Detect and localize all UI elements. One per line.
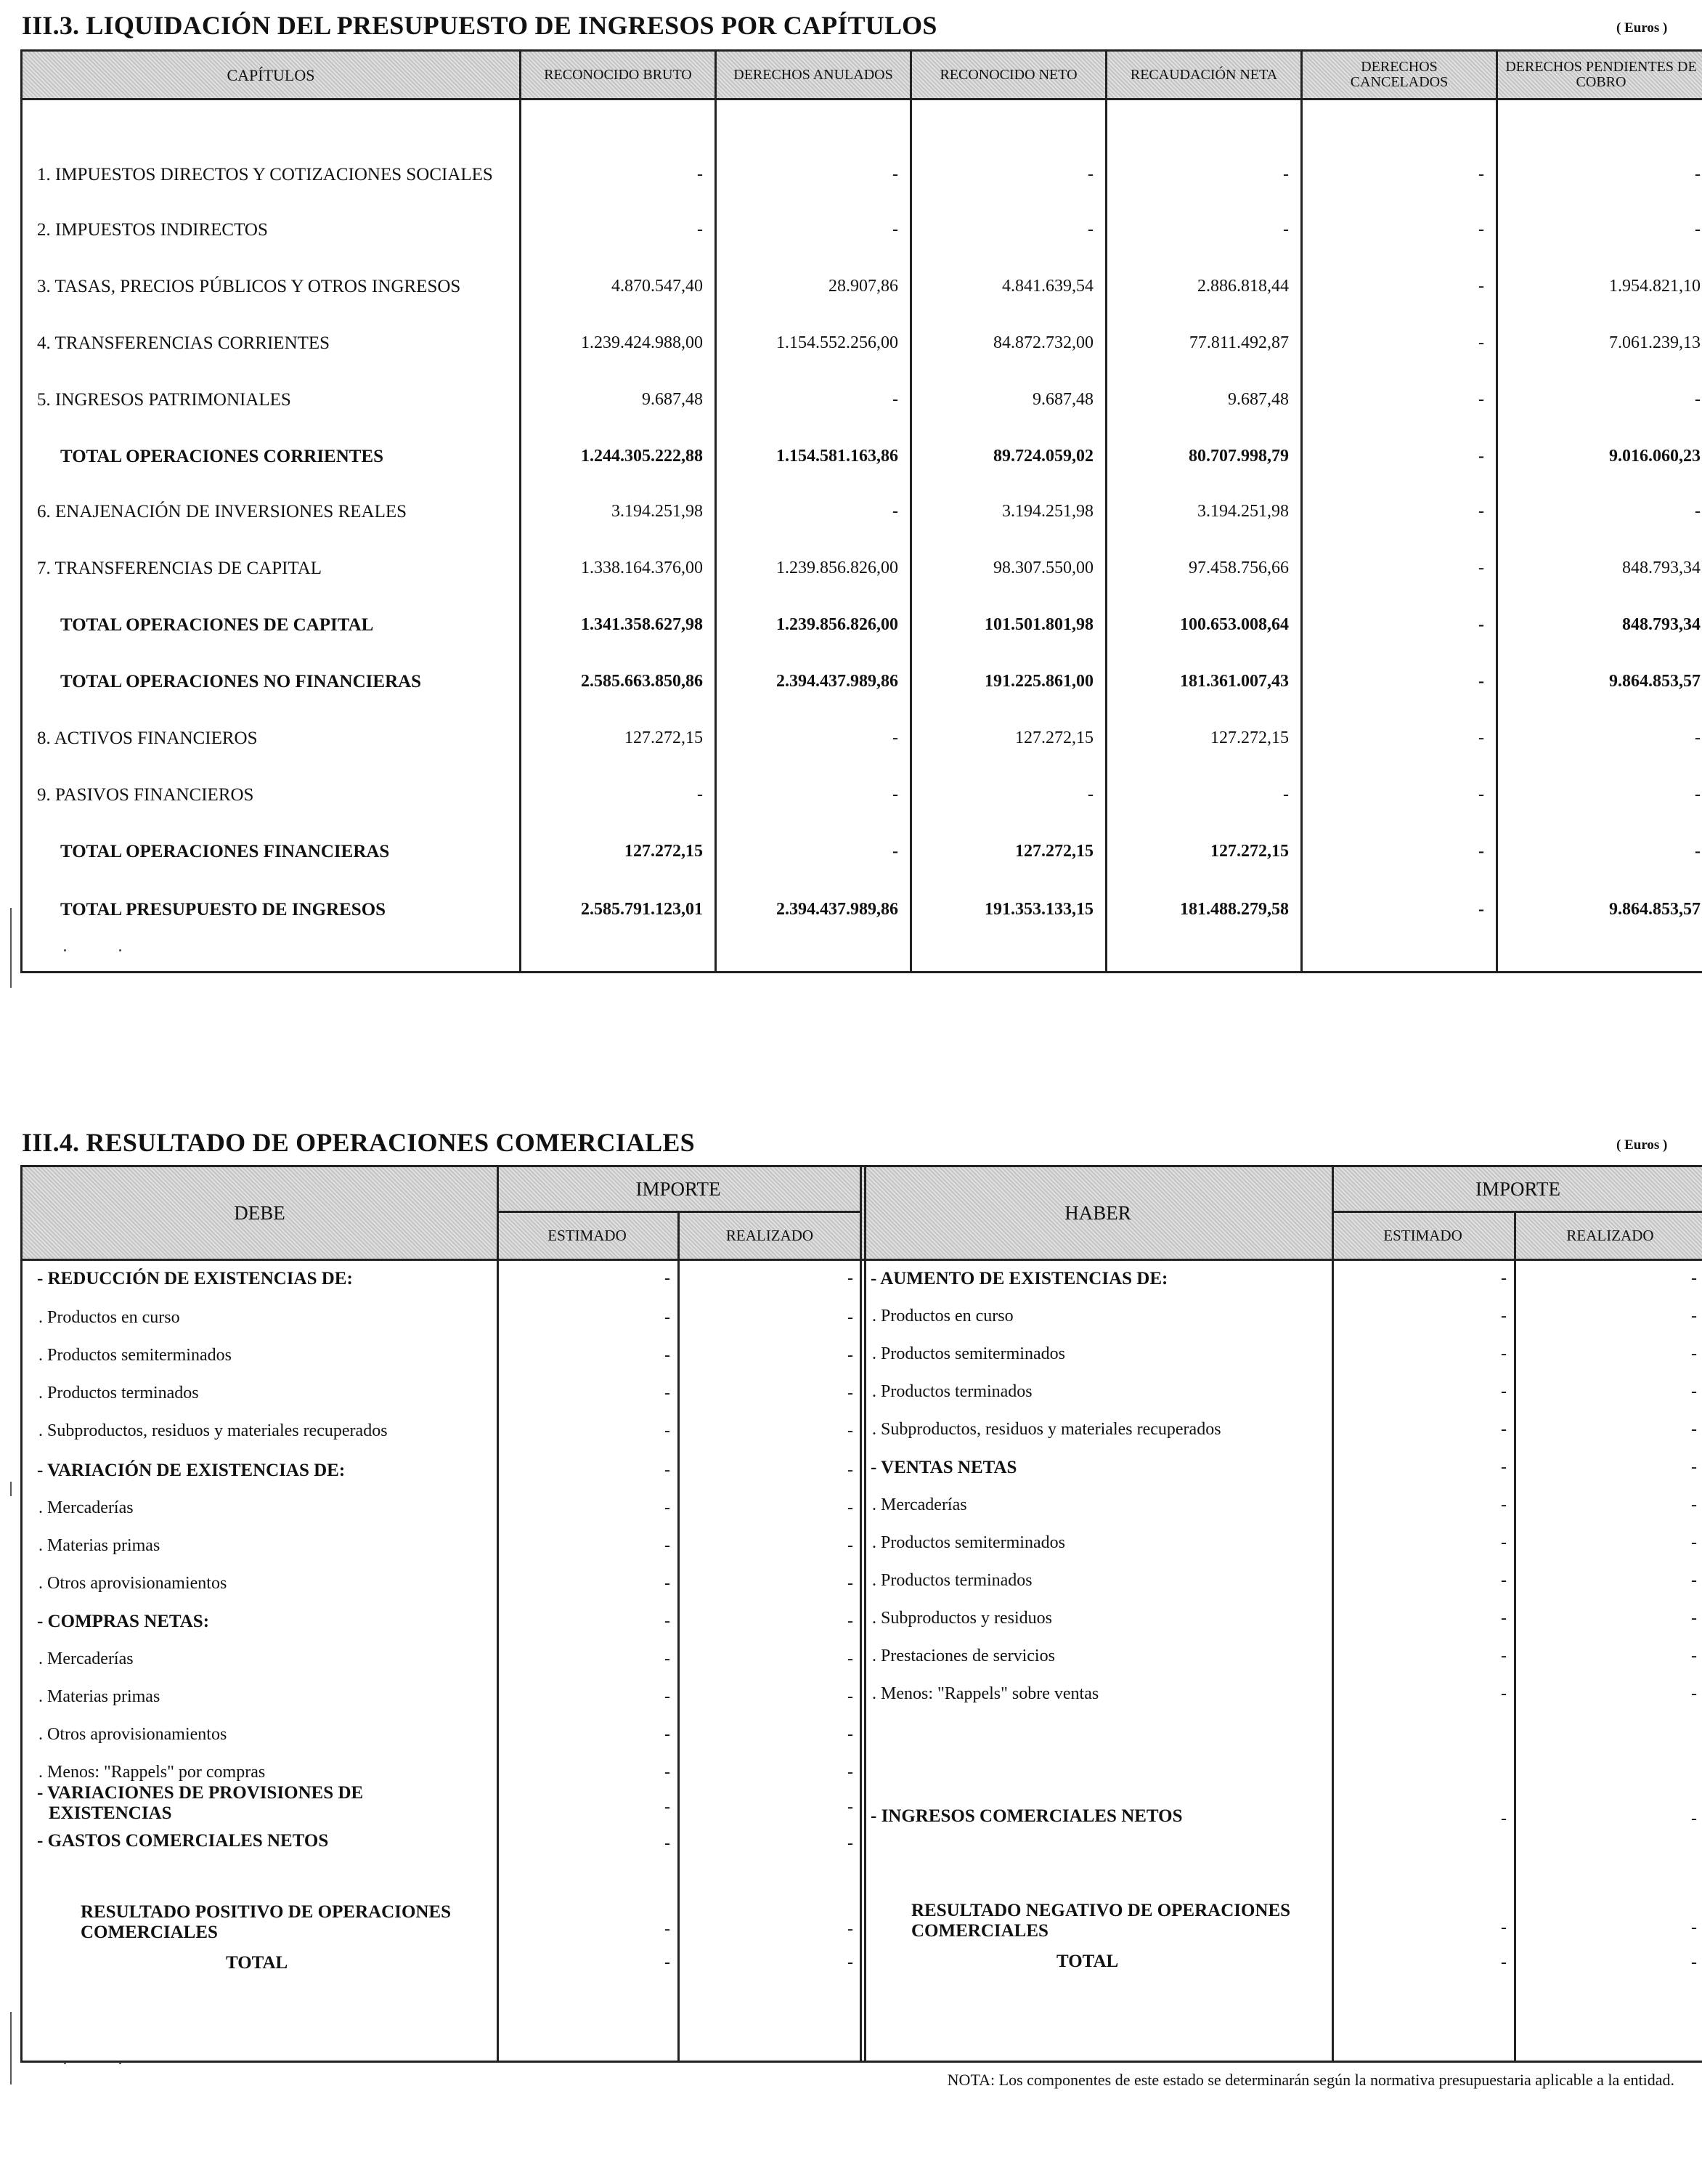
cell-derechos-cancelados: - — [1478, 165, 1484, 184]
debe-estimado-value: - — [664, 1498, 670, 1517]
importe-header-debe: IMPORTE — [635, 1177, 721, 1200]
cell-derechos-cancelados: - — [1478, 333, 1484, 352]
row-label: 6. ENAJENACIÓN DE INVERSIONES REALES — [37, 502, 407, 521]
haber-item-label: . Productos terminados — [872, 1571, 1033, 1590]
income-budget-table — [20, 49, 1702, 973]
haber-realizado-value: - — [1691, 1420, 1697, 1439]
haber-resultado-estimado: - — [1501, 1918, 1507, 1937]
cell-derechos-anulados: - — [892, 220, 898, 239]
haber-resultado-realizado: - — [1691, 1918, 1697, 1937]
haber-total-label: TOTAL — [1056, 1952, 1119, 1971]
haber-realizado-value: - — [1691, 1458, 1697, 1477]
table-row — [23, 611, 1702, 640]
cell-recaudacion-neta: 127.272,15 — [1210, 728, 1289, 747]
debe-item-label: . Productos terminados — [38, 1384, 199, 1402]
debe-estimado-value: - — [664, 1461, 670, 1479]
cell-derechos-cancelados: - — [1478, 502, 1484, 521]
debe-estimado-value: - — [664, 1421, 670, 1440]
haber-realizado-value: - — [1691, 1571, 1697, 1590]
column-header-derechos-cancelados: DERECHOS CANCELADOS — [1350, 59, 1449, 90]
cell-reconocido-bruto: - — [697, 165, 703, 184]
haber-resultado-negativo: RESULTADO NEGATIVO DE OPERACIONES COMERCIALES — [911, 1901, 1291, 1941]
cell-derechos-pendientes: - — [1695, 390, 1701, 409]
row-label: 4. TRANSFERENCIAS CORRIENTES — [37, 333, 330, 353]
table-row — [23, 554, 1702, 583]
haber-estimado-value: - — [1501, 1269, 1507, 1288]
cell-derechos-pendientes: - — [1695, 220, 1701, 239]
column-header-derechos-pendientes: DERECHOS PENDIENTES DE COBRO — [1505, 59, 1697, 90]
cell-derechos-anulados: 2.394.437.989,86 — [776, 672, 898, 691]
section4-title: III.4. RESULTADO DE OPERACIONES COMERCIALES — [22, 1128, 695, 1157]
row-label: 2. IMPUESTOS INDIRECTOS — [37, 220, 268, 240]
debe-gastos-comerciales: - GASTOS COMERCIALES NETOS — [37, 1831, 329, 1851]
table-row — [23, 442, 1702, 471]
row-label: 1. IMPUESTOS DIRECTOS Y COTIZACIONES SOCIALES — [37, 165, 493, 184]
debe-variaciones-estimado: - — [664, 1798, 670, 1816]
cell-recaudacion-neta: 181.488.279,58 — [1180, 900, 1289, 919]
haber-item-label: . Subproductos, residuos y materiales recuperados — [872, 1420, 1221, 1439]
haber-estimado-value: - — [1501, 1307, 1507, 1326]
cell-derechos-anulados: - — [892, 728, 898, 747]
cell-derechos-anulados: 28.907,86 — [828, 277, 898, 296]
cell-reconocido-neto: 127.272,15 — [1015, 728, 1094, 747]
haber-estimado-value: - — [1501, 1647, 1507, 1665]
cell-derechos-pendientes: - — [1695, 785, 1701, 804]
cell-reconocido-bruto: 127.272,15 — [624, 728, 703, 747]
table-row — [23, 272, 1702, 301]
haber-item-label: . Productos semiterminados — [872, 1344, 1065, 1363]
cell-derechos-cancelados: - — [1478, 672, 1484, 691]
haber-estimado-value: - — [1501, 1571, 1507, 1590]
debe-item-label: . Materias primas — [38, 1536, 160, 1555]
cell-reconocido-bruto: 2.585.791.123,01 — [581, 900, 703, 919]
cell-reconocido-neto: 89.724.059,02 — [993, 447, 1094, 466]
debe-total-label: TOTAL — [226, 1953, 288, 1973]
haber-estimado-value: - — [1501, 1344, 1507, 1363]
cell-derechos-cancelados: - — [1478, 390, 1484, 409]
cell-recaudacion-neta: 97.458.756,66 — [1189, 559, 1289, 577]
haber-estimado-value: - — [1501, 1533, 1507, 1552]
cell-reconocido-bruto: 3.194.251,98 — [611, 502, 703, 521]
table-row — [23, 781, 1702, 810]
debe-estimado-value: - — [664, 1687, 670, 1706]
haber-realizado-value: - — [1691, 1647, 1697, 1665]
debe-item-label: - REDUCCIÓN DE EXISTENCIAS DE: — [37, 1269, 353, 1288]
debe-estimado-value: - — [664, 1308, 670, 1327]
debe-realizado-value: - — [847, 1612, 853, 1631]
haber-item-label: - AUMENTO DE EXISTENCIAS DE: — [871, 1269, 1168, 1288]
cell-reconocido-bruto: 1.239.424.988,00 — [581, 333, 703, 352]
debe-realizado-value: - — [847, 1687, 853, 1706]
cell-derechos-anulados: - — [892, 842, 898, 861]
cell-recaudacion-neta: 100.653.008,64 — [1180, 615, 1289, 634]
debe-item-label: - VARIACIÓN DE EXISTENCIAS DE: — [37, 1461, 346, 1480]
debe-gastos-realizado: - — [847, 1834, 853, 1853]
haber-item-label: . Productos semiterminados — [872, 1533, 1065, 1552]
cell-derechos-anulados: 1.154.552.256,00 — [776, 333, 898, 352]
debe-realizado-value: - — [847, 1461, 853, 1479]
cell-derechos-cancelados: - — [1478, 728, 1484, 747]
debe-estimado-value: - — [664, 1725, 670, 1744]
row-label: 7. TRANSFERENCIAS DE CAPITAL — [37, 559, 322, 578]
cell-reconocido-bruto: 2.585.663.850,86 — [581, 672, 703, 691]
cell-reconocido-bruto: 9.687,48 — [642, 390, 703, 409]
row-label: TOTAL OPERACIONES NO FINANCIERAS — [60, 672, 422, 691]
debe-variaciones-realizado: - — [847, 1798, 853, 1816]
cell-reconocido-neto: 127.272,15 — [1015, 842, 1094, 861]
column-header-capitulos: CAPÍTULOS — [227, 65, 315, 84]
debe-item-label: . Menos: "Rappels" por compras — [38, 1763, 266, 1782]
cell-recaudacion-neta: 3.194.251,98 — [1197, 502, 1289, 521]
cell-derechos-pendientes: - — [1695, 165, 1701, 184]
cell-reconocido-bruto: 4.870.547,40 — [611, 277, 703, 296]
estimado-header-haber: ESTIMADO — [1383, 1227, 1462, 1244]
importe-header-haber: IMPORTE — [1475, 1177, 1560, 1200]
row-label: 9. PASIVOS FINANCIEROS — [37, 785, 254, 805]
haber-realizado-value: - — [1691, 1269, 1697, 1288]
debe-realizado-value: - — [847, 1536, 853, 1555]
debe-item-label: . Mercaderías — [38, 1498, 134, 1517]
row-label: 8. ACTIVOS FINANCIEROS — [37, 728, 258, 748]
section3-units: ( Euros ) — [1616, 20, 1668, 36]
cell-reconocido-neto: 3.194.251,98 — [1002, 502, 1094, 521]
debe-total-realizado: - — [847, 1953, 853, 1972]
debe-item-label: . Otros aprovisionamientos — [38, 1574, 227, 1593]
cell-derechos-pendientes: - — [1695, 502, 1701, 521]
haber-estimado-value: - — [1501, 1495, 1507, 1514]
cell-derechos-pendientes: 9.864.853,57 — [1609, 900, 1701, 919]
cell-reconocido-bruto: 127.272,15 — [624, 842, 703, 861]
column-header-reconocido-bruto: RECONOCIDO BRUTO — [544, 66, 692, 83]
haber-realizado-value: - — [1691, 1609, 1697, 1628]
cell-reconocido-neto: - — [1088, 220, 1094, 239]
table-row — [23, 161, 1702, 190]
cell-derechos-anulados: 1.154.581.163,86 — [776, 447, 898, 466]
cell-recaudacion-neta: 77.811.492,87 — [1189, 333, 1289, 352]
cell-derechos-anulados: - — [892, 785, 898, 804]
section3-title: III.3. LIQUIDACIÓN DEL PRESUPUESTO DE INGRESOS POR CAPÍTULOS — [22, 11, 937, 40]
haber-realizado-value: - — [1691, 1495, 1697, 1514]
debe-header: DEBE — [234, 1201, 285, 1224]
cell-reconocido-bruto: 1.244.305.222,88 — [581, 447, 703, 466]
cell-derechos-cancelados: - — [1478, 277, 1484, 296]
realizado-header-debe: REALIZADO — [725, 1227, 814, 1244]
column-header-derechos-anulados: DERECHOS ANULADOS — [733, 66, 893, 83]
debe-item-label: - COMPRAS NETAS: — [37, 1612, 210, 1631]
row-label: TOTAL PRESUPUESTO DE INGRESOS — [60, 900, 386, 920]
haber-estimado-value: - — [1501, 1382, 1507, 1401]
cell-derechos-anulados: - — [892, 390, 898, 409]
row-label: TOTAL OPERACIONES FINANCIERAS — [60, 842, 390, 861]
realizado-header-haber: REALIZADO — [1566, 1227, 1654, 1244]
row-label: TOTAL OPERACIONES CORRIENTES — [60, 447, 384, 466]
cell-derechos-anulados: - — [892, 165, 898, 184]
debe-estimado-value: - — [664, 1612, 670, 1631]
cell-derechos-pendientes: 9.864.853,57 — [1609, 672, 1701, 691]
cell-derechos-cancelados: - — [1478, 785, 1484, 804]
debe-realizado-value: - — [847, 1308, 853, 1327]
commercial-operations-table — [20, 1165, 1702, 2063]
debe-estimado-value: - — [664, 1384, 670, 1402]
debe-variaciones-provisiones: - VARIACIONES DE PROVISIONES DE EXISTENCIAS — [37, 1783, 364, 1823]
haber-ingresos-estimado: - — [1501, 1809, 1507, 1828]
debe-realizado-value: - — [847, 1763, 853, 1782]
cell-recaudacion-neta: - — [1283, 220, 1289, 239]
haber-realizado-value: - — [1691, 1684, 1697, 1703]
debe-realizado-value: - — [847, 1649, 853, 1668]
haber-realizado-value: - — [1691, 1382, 1697, 1401]
haber-estimado-value: - — [1501, 1609, 1507, 1628]
column-header-reconocido-neto: RECONOCIDO NETO — [940, 66, 1078, 83]
debe-item-label: . Productos en curso — [38, 1308, 180, 1327]
table-row — [23, 837, 1702, 866]
debe-realizado-value: - — [847, 1498, 853, 1517]
debe-resultado-estimado: - — [664, 1920, 670, 1939]
footnote: NOTA: Los componentes de este estado se determinarán según la normativa presupuestaria aplicable a la entidad. — [947, 2071, 1674, 2089]
debe-realizado-value: - — [847, 1269, 853, 1288]
cell-reconocido-bruto: 1.341.358.627,98 — [581, 615, 703, 634]
cell-derechos-cancelados: - — [1478, 220, 1484, 239]
table-row — [23, 724, 1702, 753]
cell-recaudacion-neta: 127.272,15 — [1210, 842, 1289, 861]
row-label: 5. INGRESOS PATRIMONIALES — [37, 390, 291, 410]
cell-reconocido-neto: 84.872.732,00 — [993, 333, 1094, 352]
table-row — [23, 896, 1702, 925]
table-row — [23, 329, 1702, 358]
debe-gastos-estimado: - — [664, 1834, 670, 1853]
debe-estimado-value: - — [664, 1574, 670, 1593]
haber-total-realizado: - — [1691, 1953, 1697, 1972]
haber-realizado-value: - — [1691, 1307, 1697, 1326]
debe-resultado-positivo: RESULTADO POSITIVO DE OPERACIONES COMERCIALES — [81, 1902, 452, 1942]
cell-recaudacion-neta: 9.687,48 — [1228, 390, 1289, 409]
cell-reconocido-neto: 191.225.861,00 — [985, 672, 1094, 691]
cell-reconocido-bruto: - — [697, 220, 703, 239]
haber-realizado-value: - — [1691, 1533, 1697, 1552]
debe-estimado-value: - — [664, 1649, 670, 1668]
cell-derechos-anulados: 1.239.856.826,00 — [776, 615, 898, 634]
section4-units: ( Euros ) — [1616, 1137, 1668, 1153]
cell-reconocido-neto: 98.307.550,00 — [993, 559, 1094, 577]
cell-reconocido-neto: 9.687,48 — [1033, 390, 1094, 409]
haber-ingresos-realizado: - — [1691, 1809, 1697, 1828]
row-label: 3. TASAS, PRECIOS PÚBLICOS Y OTROS INGRESOS — [37, 277, 461, 296]
debe-realizado-value: - — [847, 1384, 853, 1402]
cell-derechos-anulados: - — [892, 502, 898, 521]
cell-recaudacion-neta: - — [1283, 785, 1289, 804]
cell-reconocido-neto: 191.353.133,15 — [985, 900, 1094, 919]
cell-derechos-pendientes: - — [1695, 728, 1701, 747]
cell-reconocido-neto: 101.501.801,98 — [985, 615, 1094, 634]
haber-realizado-value: - — [1691, 1344, 1697, 1363]
haber-estimado-value: - — [1501, 1420, 1507, 1439]
debe-realizado-value: - — [847, 1574, 853, 1593]
column-header-recaudacion-neta: RECAUDACIÓN NETA — [1130, 66, 1278, 83]
debe-realizado-value: - — [847, 1346, 853, 1365]
cell-derechos-pendientes: 848.793,34 — [1622, 559, 1701, 577]
cell-recaudacion-neta: 80.707.998,79 — [1189, 447, 1289, 466]
haber-estimado-value: - — [1501, 1684, 1507, 1703]
debe-estimado-value: - — [664, 1346, 670, 1365]
haber-ingresos-comerciales: - INGRESOS COMERCIALES NETOS — [871, 1806, 1183, 1826]
estimado-header-debe: ESTIMADO — [547, 1227, 627, 1244]
cell-derechos-cancelados: - — [1478, 615, 1484, 634]
cell-reconocido-neto: - — [1088, 165, 1094, 184]
cell-reconocido-neto: - — [1088, 785, 1094, 804]
cell-derechos-anulados: 2.394.437.989,86 — [776, 900, 898, 919]
cell-recaudacion-neta: 181.361.007,43 — [1180, 672, 1289, 691]
cell-derechos-cancelados: - — [1478, 900, 1484, 919]
cell-derechos-pendientes: 1.954.821,10 — [1609, 277, 1701, 296]
cell-recaudacion-neta: - — [1283, 165, 1289, 184]
haber-item-label: . Subproductos y residuos — [872, 1609, 1052, 1628]
cell-derechos-cancelados: - — [1478, 559, 1484, 577]
haber-item-label: . Prestaciones de servicios — [872, 1647, 1055, 1665]
cell-reconocido-bruto: - — [697, 785, 703, 804]
debe-total-estimado: - — [664, 1953, 670, 1972]
debe-item-label: . Otros aprovisionamientos — [38, 1725, 227, 1744]
debe-realizado-value: - — [847, 1421, 853, 1440]
cell-derechos-pendientes: 848.793,34 — [1622, 615, 1701, 634]
debe-resultado-realizado: - — [847, 1920, 853, 1939]
table-row — [23, 667, 1702, 697]
cell-reconocido-neto: 4.841.639,54 — [1002, 277, 1094, 296]
debe-item-label: . Mercaderías — [38, 1649, 134, 1668]
debe-item-label: . Subproductos, residuos y materiales recuperados — [38, 1421, 388, 1440]
table-row — [23, 386, 1702, 415]
haber-estimado-value: - — [1501, 1458, 1507, 1477]
debe-estimado-value: - — [664, 1536, 670, 1555]
cell-reconocido-bruto: 1.338.164.376,00 — [581, 559, 703, 577]
haber-item-label: . Productos en curso — [872, 1307, 1014, 1326]
haber-header: HABER — [1064, 1201, 1131, 1224]
cell-derechos-pendientes: - — [1695, 842, 1701, 861]
debe-estimado-value: - — [664, 1269, 670, 1288]
haber-item-label: . Menos: "Rappels" sobre ventas — [872, 1684, 1099, 1703]
debe-realizado-value: - — [847, 1725, 853, 1744]
cell-derechos-pendientes: 9.016.060,23 — [1609, 447, 1701, 466]
haber-item-label: . Mercaderías — [872, 1495, 967, 1514]
row-label: TOTAL OPERACIONES DE CAPITAL — [60, 615, 374, 635]
cell-derechos-cancelados: - — [1478, 842, 1484, 861]
debe-item-label: . Materias primas — [38, 1687, 160, 1706]
cell-derechos-pendientes: 7.061.239,13 — [1609, 333, 1701, 352]
cell-derechos-cancelados: - — [1478, 447, 1484, 466]
table-row — [23, 498, 1702, 527]
table-row — [23, 216, 1702, 245]
debe-item-label: . Productos semiterminados — [38, 1346, 232, 1365]
debe-estimado-value: - — [664, 1763, 670, 1782]
cell-derechos-anulados: 1.239.856.826,00 — [776, 559, 898, 577]
cell-recaudacion-neta: 2.886.818,44 — [1197, 277, 1289, 296]
haber-total-estimado: - — [1501, 1953, 1507, 1972]
haber-item-label: . Productos terminados — [872, 1382, 1033, 1401]
haber-item-label: - VENTAS NETAS — [871, 1458, 1017, 1477]
